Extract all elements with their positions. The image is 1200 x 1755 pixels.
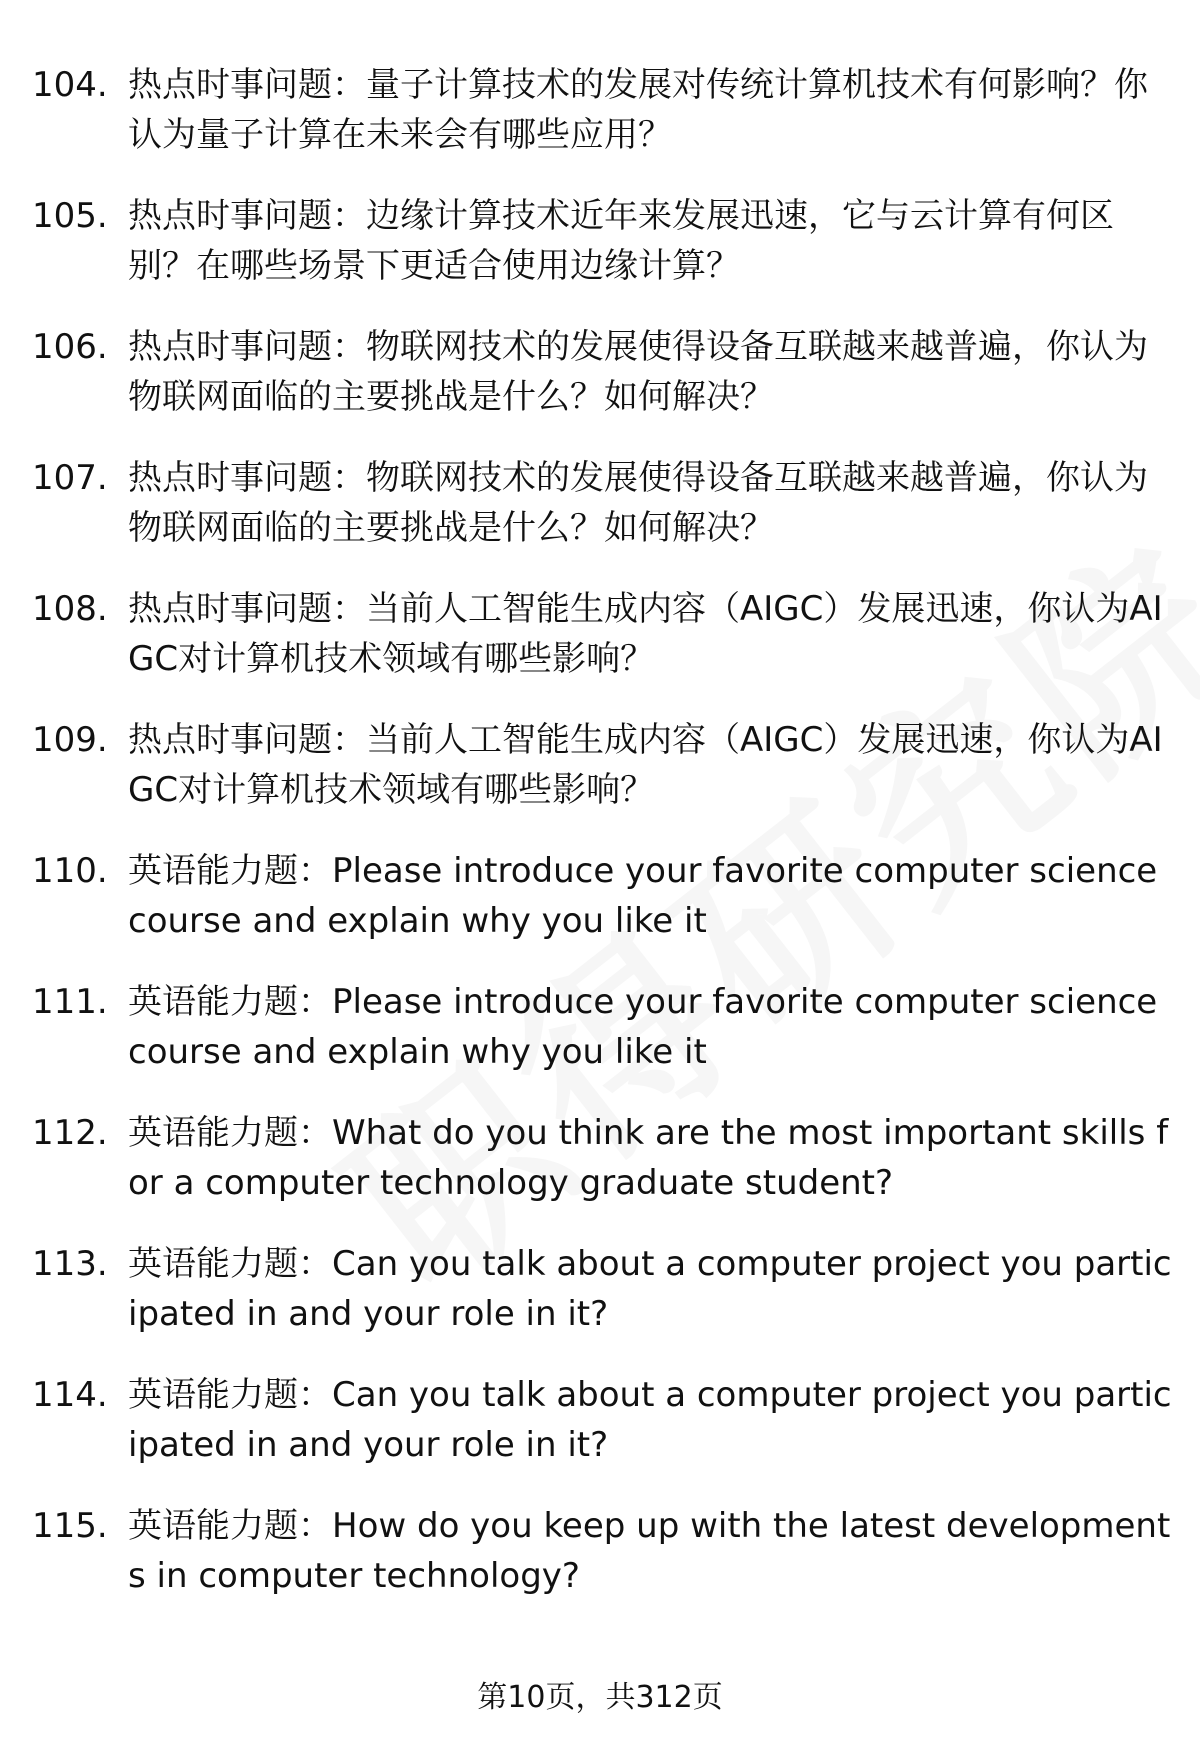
- item-text: 热点时事问题：当前人工智能生成内容（AIGC）发展迅速，你认为AIGC对计算机技术领域有哪些影响？: [128, 720, 1163, 810]
- list-item: [32, 1370, 1172, 1501]
- list-item: [32, 1108, 1172, 1239]
- item-number: 113.: [32, 1244, 108, 1284]
- list-item: [32, 1501, 1172, 1632]
- item-text: 英语能力题：Can you talk about a computer project you participated in and your role in it?: [128, 1375, 1172, 1465]
- question-list: [32, 60, 1172, 1632]
- list-item: [32, 977, 1172, 1108]
- list-item: [32, 584, 1172, 715]
- list-item: [32, 453, 1172, 584]
- list-item: [32, 715, 1172, 846]
- item-text: 英语能力题：Please introduce your favorite computer science course and explain why you like it: [128, 851, 1158, 941]
- item-number: 111.: [32, 982, 108, 1022]
- item-text: 英语能力题：Can you talk about a computer project you participated in and your role in it?: [128, 1244, 1172, 1334]
- item-number: 107.: [32, 458, 108, 498]
- list-item: [32, 191, 1172, 322]
- item-text: 热点时事问题：物联网技术的发展使得设备互联越来越普遍，你认为物联网面临的主要挑战是什么？如何解决？: [128, 327, 1148, 417]
- item-text: 热点时事问题：物联网技术的发展使得设备互联越来越普遍，你认为物联网面临的主要挑战是什么？如何解决？: [128, 458, 1148, 548]
- item-number: 114.: [32, 1375, 108, 1415]
- item-number: 115.: [32, 1506, 108, 1546]
- item-text: 热点时事问题：边缘计算技术近年来发展迅速，它与云计算有何区别？在哪些场景下更适合使用边缘计算？: [128, 196, 1114, 286]
- list-item: [32, 846, 1172, 977]
- item-number: 108.: [32, 589, 108, 629]
- page-footer: 第10页，共312页: [477, 1680, 723, 1715]
- item-number: 106.: [32, 327, 108, 367]
- list-item: [32, 1239, 1172, 1370]
- item-number: 109.: [32, 720, 108, 760]
- item-number: 112.: [32, 1113, 108, 1153]
- item-number: 105.: [32, 196, 108, 236]
- list-item: [32, 60, 1172, 191]
- item-number: 110.: [32, 851, 108, 891]
- item-text: 热点时事问题：当前人工智能生成内容（AIGC）发展迅速，你认为AIGC对计算机技术领域有哪些影响？: [128, 589, 1163, 679]
- item-text: 英语能力题：What do you think are the most important skills for a computer technology graduate student?: [128, 1113, 1169, 1203]
- item-number: 104.: [32, 65, 108, 105]
- item-text: 英语能力题：Please introduce your favorite computer science course and explain why you like it: [128, 982, 1158, 1072]
- item-text: 英语能力题：How do you keep up with the latest developments in computer technology?: [128, 1506, 1171, 1596]
- item-text: 热点时事问题：量子计算技术的发展对传统计算机技术有何影响？你认为量子计算在未来会有哪些应用？: [128, 65, 1148, 155]
- list-item: [32, 322, 1172, 453]
